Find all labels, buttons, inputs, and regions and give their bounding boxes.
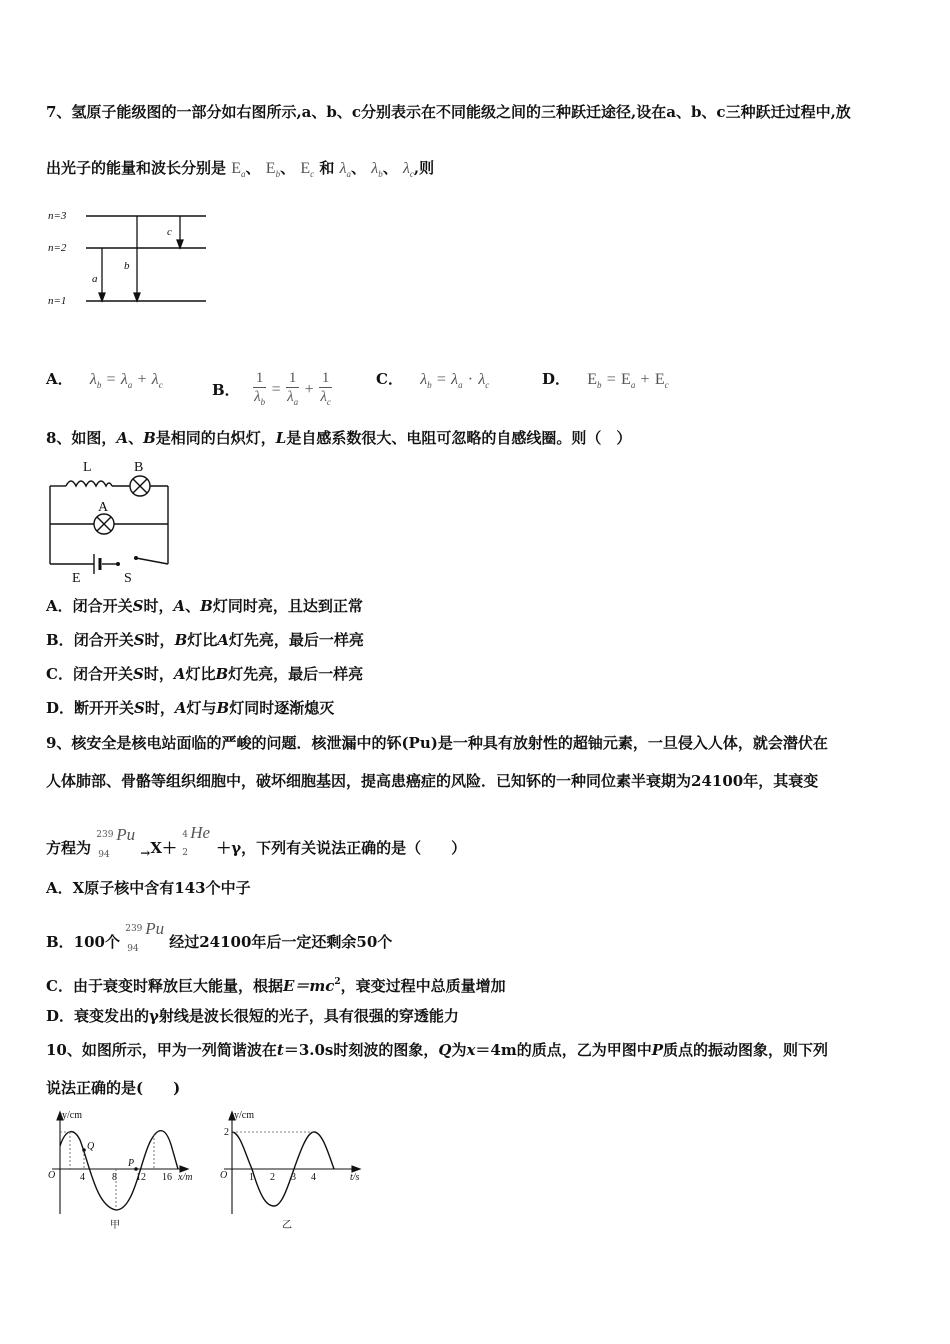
level-label-n3: n=3 (48, 210, 67, 222)
arrow-label-b: b (124, 260, 130, 272)
isotope-he-4: 4 2 He (182, 823, 211, 858)
q7-stem-line1: 7、氢原子能级图的一部分如右图所示,a、b、c分别表示在不同能级之间的三种跃迁途径,设在a、b、c三种跃迁过程中,放 (46, 103, 851, 121)
yi-tick-1: 1 (249, 1172, 254, 1183)
jia-tick-4: 4 (80, 1172, 85, 1183)
symbol-Ec: $E_c$ (300, 160, 315, 179)
label-S: S (124, 571, 132, 586)
inductor-coil (66, 481, 112, 486)
q8-option-b[interactable]: B．闭合开关S时，B灯比A灯先亮，最后一样亮 (46, 631, 364, 649)
yi-xlabel: t/s (350, 1172, 360, 1183)
yi-ytick-2: 2 (224, 1127, 229, 1138)
isotope-pu-239-b: 239 94 Pu (125, 919, 165, 954)
circuit-diagram (46, 458, 176, 586)
q7-option-c[interactable]: C． $\lambda_b = \lambda_a \cdot \lambda_c$ (376, 370, 490, 390)
point-Q (82, 1148, 86, 1152)
point-P (134, 1167, 138, 1171)
symbol-lambda-b: $\lambda_b$ (371, 160, 383, 179)
and-word: 和 (319, 159, 335, 177)
vibration-graph-yi (216, 1106, 376, 1232)
jia-origin: O (48, 1170, 56, 1181)
energy-level-diagram (46, 202, 216, 312)
q8-option-a[interactable]: A．闭合开关S时，A、B灯同时亮，且达到正常 (46, 597, 363, 615)
wave-curve-jia (60, 1131, 178, 1210)
q7-option-d[interactable]: D． $E_b = E_a + E_c$ (542, 370, 669, 390)
level-label-n1: n=1 (48, 295, 67, 307)
isotope-pu-239: 239 94 Pu (96, 825, 136, 860)
yi-tick-3: 3 (291, 1172, 296, 1183)
yi-ylabel: y/cm (234, 1110, 254, 1121)
label-L: L (83, 460, 92, 475)
yi-caption: 乙 (282, 1220, 292, 1231)
arrow-label-c: c (167, 226, 172, 238)
jia-tick-8: 8 (112, 1172, 117, 1183)
q8-stem: 8、如图，A、B是相同的白炽灯，L是自感系数很大、电阻可忽略的自感线圈。则（ ） (46, 429, 632, 447)
yi-origin: O (220, 1170, 228, 1181)
jia-tick-12: 12 (136, 1172, 146, 1183)
q7-line2-pre: 出光子的能量和波长分别是 (46, 159, 227, 177)
q9-stem-line1: 9、核安全是核电站面临的严峻的问题．核泄漏中的钚(Pu)是一种具有放射性的超铀元素，一旦侵入人体，就会潜伏在 (46, 734, 828, 752)
symbol-Ea: $E_a$ (231, 160, 246, 179)
q7-line2-post: ,则 (413, 159, 435, 177)
level-label-n2: n=2 (48, 242, 67, 254)
q10-stem-line1: 10、如图所示，甲为一列简谐波在t＝3.0s时刻波的图象，Q为x＝4m的质点，乙为甲图中P质点的振动图象，则下列 (46, 1041, 829, 1059)
q7-stem-line2: 出光子的能量和波长分别是 $E_a$、 $E_b$、 $E_c$ 和 $\lambda_a$、 $\lambda_b$、 $\lambda_c$,则 (46, 159, 435, 179)
q7-option-a[interactable]: A． $\lambda_b = \lambda_a + \lambda_c$ (46, 370, 163, 390)
q9-option-b[interactable]: B．100个 239 94 Pu 经过24100年后一定还剩余50个 (46, 919, 393, 954)
yi-tick-4: 4 (311, 1172, 316, 1183)
jia-P-label: P (128, 1158, 135, 1169)
jia-tick-16: 16 (162, 1172, 172, 1183)
symbol-lambda-a: $\lambda_a$ (339, 160, 352, 179)
jia-caption: 甲 (110, 1220, 120, 1231)
q8-option-d[interactable]: D．断开开关S时，A灯与B灯同时逐渐熄灭 (46, 699, 335, 717)
q9-option-c[interactable]: C．由于衰变时释放巨大能量，根据$E=mc^2$，衰变过程中总质量增加 (46, 977, 506, 995)
jia-ylabel: y/cm (62, 1110, 82, 1121)
lamp-b (130, 476, 150, 496)
q9-stem-line2: 人体肺部、骨骼等组织细胞中，破坏细胞基因，提高患癌症的风险．已知钚的一种同位素半衰期为24100年，其衰变 (46, 772, 819, 790)
lamp-a (94, 514, 114, 534)
q9-option-a[interactable]: A．X原子核中含有143个中子 (46, 879, 251, 897)
symbol-Eb: $E_b$ (265, 160, 281, 179)
q8-option-c[interactable]: C．闭合开关S时，A灯比B灯先亮，最后一样亮 (46, 665, 364, 683)
decay-arrow: → (140, 846, 151, 860)
symbol-lambda-c: $\lambda_c$ (402, 160, 414, 179)
q7-option-b[interactable]: B． $\frac{1}{\lambda_b}$ = $\frac{1}{\lambda_a}$ + $\frac{1}{\lambda_c}$ (212, 370, 331, 407)
yi-tick-2: 2 (270, 1172, 275, 1183)
q9-stem-line3: 方程为 239 94 Pu $_\to$X＋ 4 2 He ＋γ，下列有关说法正确的是（ ） (46, 823, 467, 860)
label-E: E (72, 571, 81, 586)
label-A: A (98, 500, 109, 515)
jia-xlabel: x/m (178, 1172, 193, 1183)
wave-graph-jia (44, 1106, 204, 1232)
q9-option-d[interactable]: D．衰变发出的γ射线是波长很短的光子，具有很强的穿透能力 (46, 1007, 459, 1025)
q10-stem-line2: 说法正确的是( ) (46, 1079, 181, 1097)
label-B: B (134, 460, 144, 475)
jia-Q-label: Q (87, 1141, 95, 1152)
arrow-label-a: a (92, 273, 98, 285)
